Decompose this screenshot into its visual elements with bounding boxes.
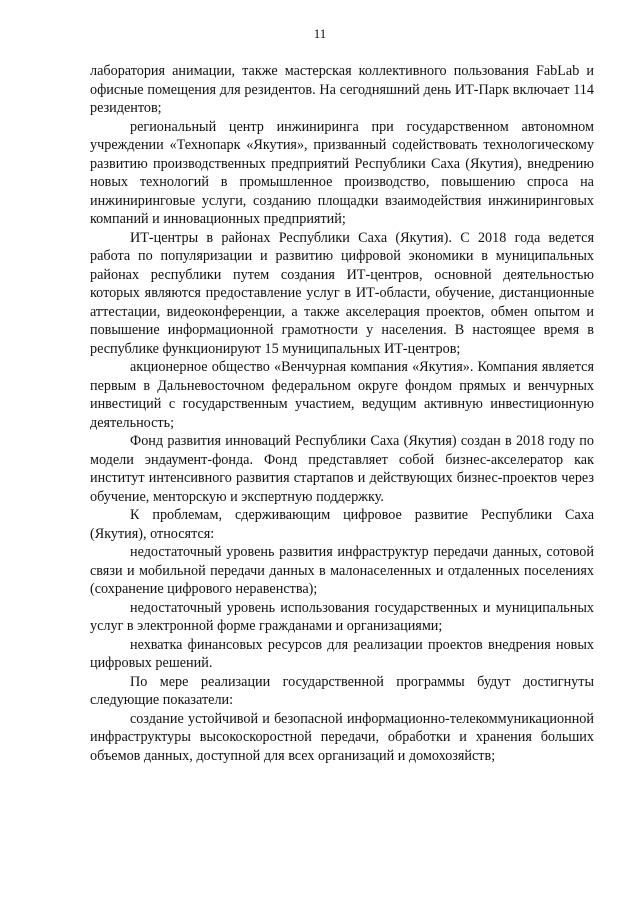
paragraph-indicators-intro: По мере реализации государственной программы будут достигнуты следующие показатели: — [90, 673, 594, 708]
paragraph-indicator-infrastructure: создание устойчивой и безопасной информационно-телекоммуникационной инфраструктуры высокоскоростной передачи, обработки и хранения больших объемов данных, доступной для всех организаций и домохозяйств; — [90, 710, 594, 764]
paragraph-problem-funding: нехватка финансовых ресурсов для реализации проектов внедрения новых цифровых решений. — [90, 636, 594, 671]
paragraph-it-centers: ИТ-центры в районах Республики Саха (Якутия). С 2018 года ведется работа по популяризации и развитию цифровой экономики в муниципальных районах республики путем создания ИТ-центров, основной деятельностью которых являются предоставление услуг в ИТ-области, обучение, дистанционные аттестации, видеоконференции, а также акселерация проектов, обмен опытом и повышение информационной грамотности у населения. В настоящее время в республике функционируют 15 муниципальных ИТ-центров; — [90, 229, 594, 357]
paragraph-engineering-center: региональный центр инжиниринга при государственном автономном учреждении «Технопарк «Якутия», призванный содействовать технологическому развитию производственных предприятий Республики Саха (Якутия), внедрению новых технологий в промышленное производство, повышению спроса на инжиниринговые услуги, созданию площадки взаимодействия инжиниринговых компаний и инновационных предприятий; — [90, 118, 594, 227]
page-number: 11 — [313, 26, 327, 41]
paragraph-it-park-continued: лаборатория анимации, также мастерская коллективного пользования FabLab и офисные помещения для резидентов. На сегодняшний день ИТ-Парк включает 114 резидентов; — [90, 63, 594, 116]
paragraph-problems-intro: К проблемам, сдерживающим цифровое развитие Республики Саха (Якутия), относятся: — [90, 507, 594, 542]
paragraph-innovation-fund: Фонд развития инноваций Республики Саха (Якутия) создан в 2018 году по модели эндаумент-фонда. Фонд представляет собой бизнес-акселератор как институт интенсивного развития стартапов и действующих бизнес-проектов через обучение, менторскую и экспертную поддержку. — [90, 433, 594, 505]
paragraph-problem-infrastructure: недостаточный уровень развития инфраструктур передачи данных, сотовой связи и мобильной передачи данных в малонаселенных и отдаленных поселениях (сохранение цифрового неравенства); — [90, 544, 594, 597]
paragraph-venture-company: акционерное общество «Венчурная компания «Якутия». Компания является первым в Дальневосточном федеральном округе фондом прямых и венчурных инвестиций с государственным участием, ведущим активную инвестиционную деятельность; — [90, 359, 594, 431]
paragraph-problem-e-services: недостаточный уровень использования государственных и муниципальных услуг в электронной форме гражданами и организациями; — [90, 599, 594, 634]
document-body — [90, 62, 594, 765]
